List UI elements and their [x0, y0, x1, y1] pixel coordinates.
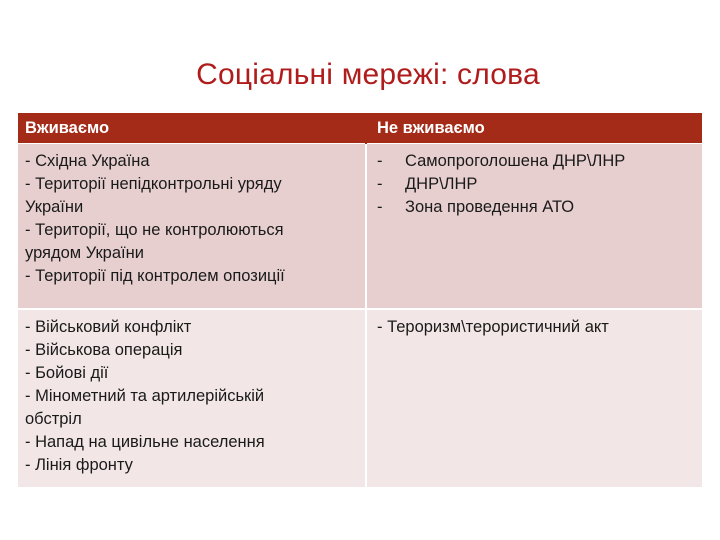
list-item: урядом України	[25, 244, 144, 262]
list-item: - Території непідконтрольні уряду	[25, 175, 282, 193]
list-item: обстріл	[25, 410, 82, 428]
list-item: України	[25, 198, 84, 216]
dash-bullet: -	[377, 198, 383, 216]
cell-used-territory	[18, 144, 366, 310]
list-item: - Військова операція	[25, 341, 183, 359]
table-header-row	[18, 113, 702, 144]
header-not-used: Не вживаємо	[366, 113, 702, 144]
list-item: - Лінія фронту	[25, 456, 133, 474]
list-item: - Напад на цивільне населення	[25, 433, 265, 451]
list-item: - Бойові дії	[25, 364, 109, 382]
words-table	[18, 113, 702, 487]
cell-not-used-conflict	[366, 309, 702, 487]
header-used: Вживаємо	[18, 113, 366, 144]
list-item	[377, 173, 695, 196]
list-item: - Тероризм\терористичний акт	[377, 318, 609, 336]
list-item: - Території, що не контролюються	[25, 221, 284, 239]
list-item-text: Самопроголошена ДНР\ЛНР	[405, 152, 626, 170]
list-item	[377, 196, 695, 219]
list-item: - Території під контролем опозиції	[25, 267, 285, 285]
dash-bullet: -	[377, 175, 383, 193]
cell-not-used-territory	[366, 144, 702, 310]
list-item: - Військовий конфлікт	[25, 318, 192, 336]
list-item	[377, 150, 695, 173]
dash-bullet: -	[377, 152, 383, 170]
table-row	[18, 309, 702, 487]
list-item: - Мінометний та артилерійській	[25, 387, 265, 405]
list-item: - Східна Україна	[25, 152, 150, 170]
list-item-text: ДНР\ЛНР	[405, 175, 478, 193]
slide-title-text: Соціальні мережі: слова	[196, 58, 540, 91]
list-item-text: Зона проведення АТО	[405, 198, 575, 216]
cell-used-conflict	[18, 309, 366, 487]
slide-title	[0, 58, 720, 92]
table-row	[18, 144, 702, 310]
